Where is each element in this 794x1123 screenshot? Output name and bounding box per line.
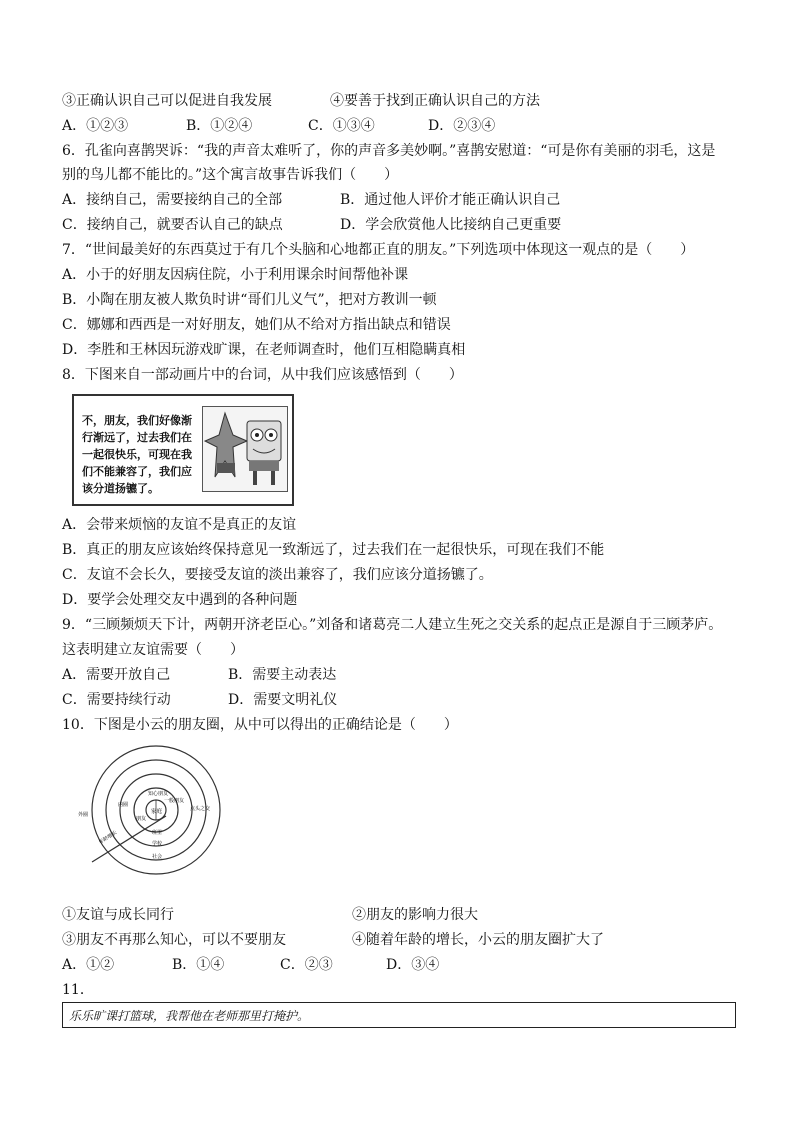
q6-stem-line1: 6．孔雀向喜鹊哭诉：“我的声音太难听了，你的声音多美妙啊。”喜鹊安慰道：“可是你有美丽的羽毛，这是 bbox=[62, 143, 716, 159]
q10-option-a: A．①② bbox=[62, 957, 115, 973]
q10-option-d: D．③④ bbox=[386, 957, 440, 973]
q6-option-d: D．学会欣赏他人比接纳自己更重要 bbox=[340, 217, 562, 233]
label-outer-circle: 外圈 bbox=[78, 812, 89, 818]
q8-option-b: B．真正的朋友应该始终保持意见一致渐远了，过去我们在一起很快乐，可现在我们不能 bbox=[62, 542, 605, 558]
cartoon-characters-icon bbox=[202, 406, 288, 492]
cartoon-caption: 不，朋友，我们好像渐行渐远了，过去我们在一起很快乐，可现在我们不能兼容了，我们应该分道扬镳了。 bbox=[82, 414, 192, 495]
q8-option-c: C．友谊不会长久，要接受友谊的淡出兼容了，我们应该分道扬镳了。 bbox=[62, 567, 493, 583]
q5-statement-3: ③正确认识自己可以促进自我发展 bbox=[62, 93, 272, 109]
q11-scenario-text: 乐乐旷课打篮球，我帮他在老师那里打掩护。 bbox=[69, 1009, 310, 1023]
label-acquaintance: 点头之交 bbox=[190, 806, 211, 812]
q5-option-b: B．①②④ bbox=[186, 118, 253, 134]
q10-statement-2: ②朋友的影响力很大 bbox=[352, 907, 478, 923]
label-society: 社会 bbox=[152, 854, 163, 860]
label-family: 家庭 bbox=[151, 809, 163, 815]
q7-option-a: A．小于的好朋友因病住院，小于利用课余时间帮他补课 bbox=[62, 267, 409, 283]
label-normal-friend: 一般朋友 bbox=[164, 798, 185, 804]
q9-stem-line1: 9．“三顾频烦天下计，两朝开济老臣心。”刘备和诸葛亮二人建立生死之交关系的起点正是源自于三顾茅庐。 bbox=[62, 617, 723, 633]
q7-option-d: D．李胜和王林因玩游戏旷课，在老师调查时，他们互相隐瞒真相 bbox=[62, 342, 466, 358]
q10-statement-4: ④随着年龄的增长，小云的朋友圈扩大了 bbox=[352, 932, 604, 948]
q6-option-c: C．接纳自己，就要否认自己的缺点 bbox=[62, 217, 283, 233]
q10-statement-1: ①友谊与成长同行 bbox=[62, 907, 174, 923]
q6-stem-line2: 别的鸟儿都不能比的。”这个寓言故事告诉我们（ ） bbox=[62, 167, 399, 183]
q5-option-c: C．①③④ bbox=[308, 118, 375, 134]
q7-option-c: C．娜娜和西西是一对好朋友，她们从不给对方指出缺点和错误 bbox=[62, 317, 451, 333]
q5-option-a: A．①②③ bbox=[62, 118, 129, 134]
q10-statement-3: ③朋友不再那么知心，可以不要朋友 bbox=[62, 932, 286, 948]
label-school: 学校 bbox=[152, 841, 163, 847]
label-inner-circle: 内圈 bbox=[118, 802, 129, 808]
label-class: 班里 bbox=[152, 830, 163, 836]
q9-stem-line2: 这表明建立友谊需要（ ） bbox=[62, 642, 244, 658]
q7-option-b: B．小陶在朋友被人欺负时讲“哥们儿义气”，把对方教训一顿 bbox=[62, 292, 437, 308]
q10-option-b: B．①④ bbox=[172, 957, 225, 973]
q8-option-a: A．会带来烦恼的友谊不是真正的友谊 bbox=[62, 517, 297, 533]
q6-option-a: A．接纳自己，需要接纳自己的全部 bbox=[62, 192, 283, 208]
q10-option-c: C．②③ bbox=[280, 957, 333, 973]
q9-option-c: C．需要持续行动 bbox=[62, 692, 171, 708]
q11-scenario-box bbox=[62, 1002, 736, 1028]
q6-option-b: B．通过他人评价才能正确认识自己 bbox=[340, 192, 561, 208]
q10-stem: 10．下图是小云的朋友圈，从中可以得出的正确结论是（ ） bbox=[62, 717, 458, 733]
friend-circle-diagram bbox=[72, 744, 240, 876]
q7-stem: 7．“世间最美好的东西莫过于有几个头脑和心地都正直的朋友。”下列选项中体现这一观点的是（ ） bbox=[62, 242, 695, 258]
q5-statement-4: ④要善于找到正确认识自己的方法 bbox=[330, 93, 540, 109]
label-age-growth: 年龄增长 bbox=[97, 830, 119, 846]
label-friend: 朋友 bbox=[136, 816, 147, 822]
q5-option-d: D．②③④ bbox=[428, 118, 496, 134]
q8-option-d: D．要学会处理交友中遇到的各种问题 bbox=[62, 592, 298, 608]
q9-option-a: A．需要开放自己 bbox=[62, 667, 171, 683]
q8-stem: 8．下图来自一部动画片中的台词，从中我们应该感悟到（ ） bbox=[62, 367, 463, 383]
q9-option-b: B．需要主动表达 bbox=[228, 667, 337, 683]
cartoon-image bbox=[72, 394, 294, 506]
q11-number: 11． bbox=[62, 982, 94, 998]
label-close-friend: 知心朋友 bbox=[148, 791, 169, 797]
q9-option-d: D．需要文明礼仪 bbox=[228, 692, 338, 708]
